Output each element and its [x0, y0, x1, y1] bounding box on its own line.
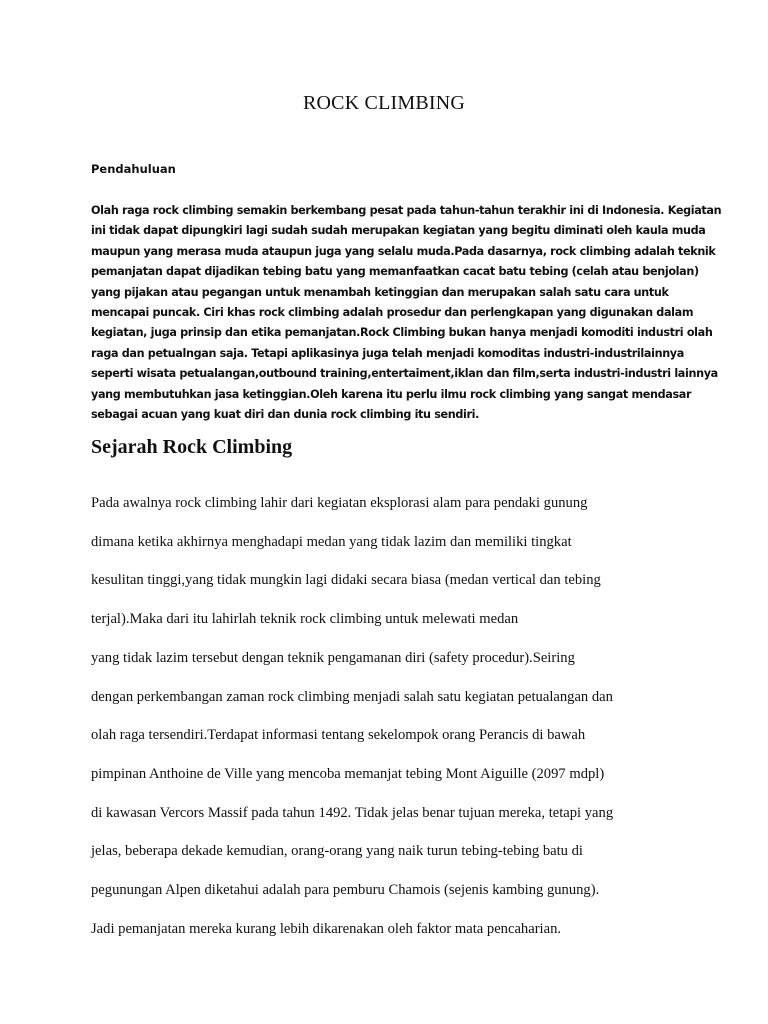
section-heading-sejarah: Sejarah Rock Climbing [91, 436, 293, 458]
intro-line: raga dan petualngan saja. Tetapi aplikasinya juga telah menjadi komoditas industri-industrilainnya [91, 346, 684, 360]
section-line: olah raga tersendiri.Terdapat informasi tentang sekelompok orang Perancis di bawah [91, 727, 586, 744]
intro-line: yang pijakan atau pegangan untuk menambah ketinggian dan merupakan salah satu cara untuk [91, 285, 669, 299]
section-line: pimpinan Anthoine de Ville yang mencoba memanjat tebing Mont Aiguille (2097 mdpl) [91, 765, 605, 782]
section-line: yang tidak lazim tersebut dengan teknik pengamanan diri (safety procedur).Seiring [91, 649, 575, 666]
intro-line: maupun yang merasa muda ataupun juga yang selalu muda.Pada dasarnya, rock climbing adalah teknik [91, 244, 716, 258]
intro-paragraph [91, 201, 722, 425]
section-line: Jadi pemanjatan mereka kurang lebih dikarenakan oleh faktor mata pencaharian. [91, 920, 562, 937]
intro-line: kegiatan, juga prinsip dan etika pemanjatan.Rock Climbing bukan hanya menjadi komoditi industri olah [91, 326, 713, 340]
intro-line: ini tidak dapat dipungkiri lagi sudah sudah merupakan kegiatan yang begitu diminati oleh kaula muda [91, 224, 706, 238]
intro-line: seperti wisata petualangan,outbound training,entertaiment,iklan dan film,serta industri-industri lainnya [91, 367, 718, 381]
intro-line: sebagai acuan yang kuat diri dan dunia rock climbing itu sendiri. [91, 408, 480, 422]
intro-heading: Pendahuluan [91, 162, 176, 176]
section-line: kesulitan tinggi,yang tidak mungkin lagi didaki secara biasa (medan vertical dan tebing [91, 572, 601, 589]
section-line: jelas, beberapa dekade kemudian, orang-orang yang naik turun tebing-tebing batu di [91, 843, 583, 860]
intro-line: yang membutuhkan jasa ketinggian.Oleh karena itu perlu ilmu rock climbing yang sangat mendasar [91, 387, 692, 401]
section-line: pegunungan Alpen diketahui adalah para pemburu Chamois (sejenis kambing gunung). [91, 882, 600, 899]
section-line: terjal).Maka dari itu lahirlah teknik rock climbing untuk melewati medan [91, 611, 519, 628]
section-line: Pada awalnya rock climbing lahir dari kegiatan eksplorasi alam para pendaki gunung [91, 495, 588, 511]
section-line: dengan perkembangan zaman rock climbing menjadi salah satu kegiatan petualangan dan [91, 688, 613, 705]
section-line: dimana ketika akhirnya menghadapi medan yang tidak lazim dan memiliki tingkat [91, 533, 572, 550]
section-line: di kawasan Vercors Massif pada tahun 1492. Tidak jelas benar tujuan mereka, tetapi yang [91, 804, 614, 821]
intro-line: Olah raga rock climbing semakin berkembang pesat pada tahun-tahun terakhir ini di Indonesia. Kegiatan [91, 204, 722, 217]
section-paragraph [91, 484, 691, 948]
intro-line: mencapai puncak. Ciri khas rock climbing adalah prosedur dan perlengkapan yang digunakan dalam [91, 306, 694, 320]
document-title: ROCK CLIMBING [302, 92, 466, 114]
intro-line: pemanjatan dapat dijadikan tebing batu yang memanfaatkan cacat batu tebing (celah atau benjolan) [91, 265, 699, 279]
